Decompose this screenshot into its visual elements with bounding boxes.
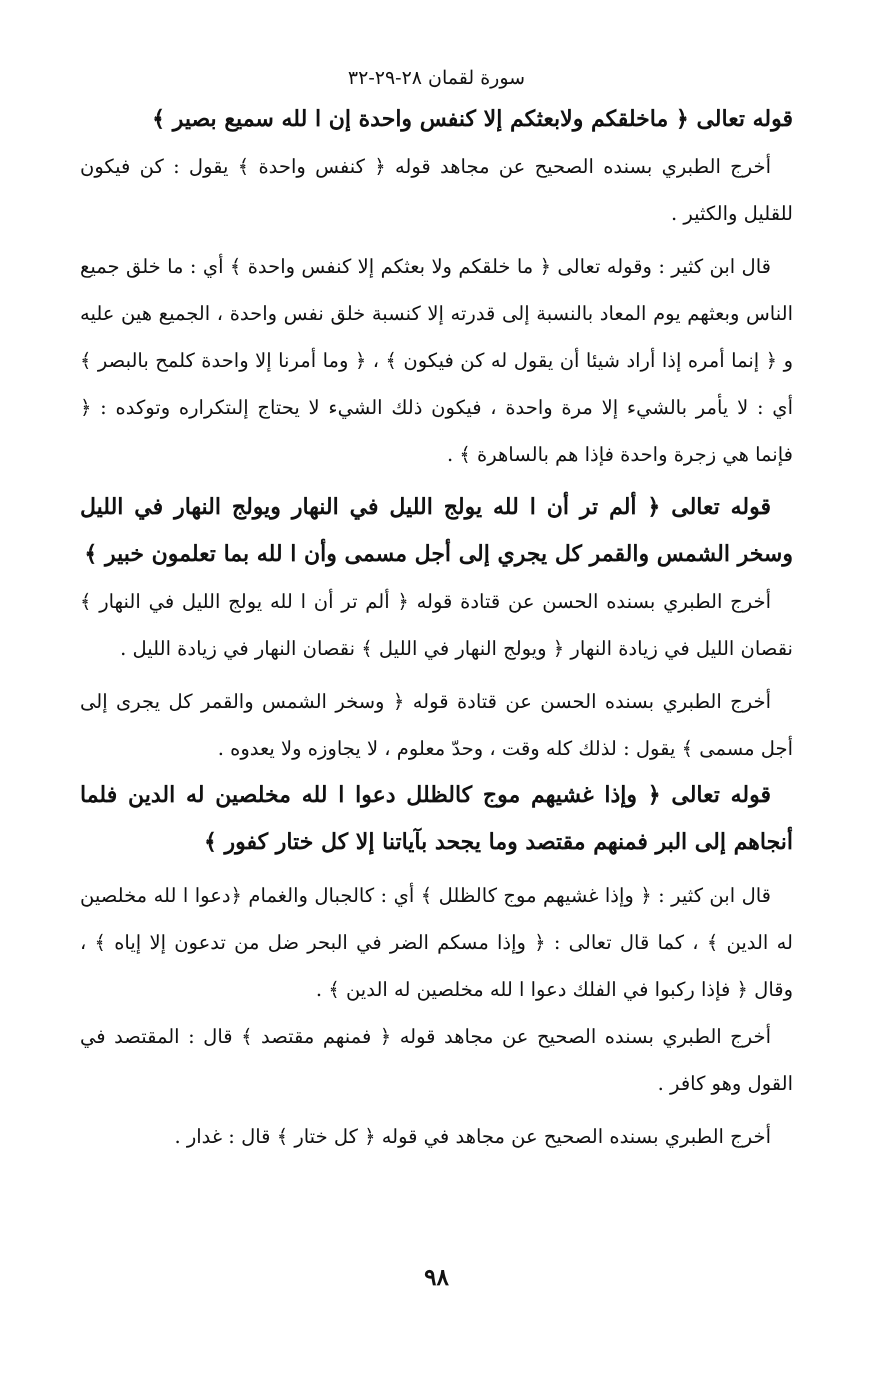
- verse-heading: قوله تعالى ﴿ ماخلقكم ولابعثكم إلا كنفس واحدة إن ا لله سميع بصير ﴾: [152, 106, 793, 132]
- commentary-paragraph: أخرج الطبري بسنده الصحيح عن مجاهد في قوله ﴿ كل ختار ﴾ قال : غدار .: [174, 1125, 771, 1148]
- surah-title: سورة لقمان ٢٨-٢٩-٣٢: [347, 67, 526, 89]
- commentary-paragraph: أخرج الطبري بسنده الصحيح عن مجاهد قوله ﴿ كنفس واحدة ﴾ يقول : كن فيكون للقليل والكثير .: [80, 155, 793, 225]
- commentary-paragraph: قال ابن كثير : ﴿ وإذا غشيهم موج كالظلل ﴾ أي : كالجبال والغمام ﴿دعوا ا لله مخلصين له الدين ﴾ ، كما قال تعالى : ﴿ وإذا مسكم الضر في البحر ضل من تدعون إلا إياه ﴾ ، وقال ﴿ فإذا ركبوا في الفلك دعوا ا لله مخلصين له الدين ﴾ .: [80, 884, 793, 1001]
- commentary-paragraph: أخرج الطبري بسنده الحسن عن قتادة قوله ﴿ ألم تر أن ا لله يولج الليل في النهار ﴾ نقصان الليل في زيادة النهار ﴿ ويولج النهار في الليل ﴾ نقصان النهار في زيادة الليل .: [80, 590, 793, 660]
- commentary-paragraph: قال ابن كثير : وقوله تعالى ﴿ ما خلقكم ولا بعثكم إلا كنفس واحدة ﴾ أي : ما خلق جميع الناس وبعثهم يوم المعاد بالنسبة إلى قدرته إلا كنسبة خلق نفس واحدة ، الجميع هين عليه و ﴿ إنما أمره إذا أراد شيئا أن يقول له كن فيكون ﴾ ، ﴿ وما أمرنا إلا واحدة كلمح بالبصر ﴾ أي : لا يأمر بالشيء إلا مرة واحدة ، فيكون ذلك الشيء لا يحتاج إلىتكراره وتوكده : ﴿ فإنما هي زجرة واحدة فإذا هم بالساهرة ﴾ .: [80, 255, 793, 466]
- running-header: [0, 64, 873, 92]
- page-body: [80, 96, 793, 1160]
- page-number: ٩٨: [424, 1264, 449, 1291]
- commentary-paragraph: أخرج الطبري بسنده الحسن عن قتادة قوله ﴿ وسخر الشمس والقمر كل يجرى إلى أجل مسمى ﴾ يقول : لذلك كله وقت ، وحدّ معلوم ، لا يجاوزه ولا يعدوه .: [80, 690, 793, 760]
- verse-heading: قوله تعالى ﴿ ألم تر أن ا لله يولج الليل في النهار ويولج النهار في الليل وسخر الشمس والقمر كل يجري إلى أجل مسمى وأن ا لله بما تعلمون خبير ﴾: [80, 494, 793, 567]
- commentary-paragraph: أخرج الطبري بسنده الصحيح عن مجاهد قوله ﴿ فمنهم مقتصد ﴾ قال : المقتصد في القول وهو كافر .: [80, 1025, 793, 1095]
- verse-heading: قوله تعالى ﴿ وإذا غشيهم موج كالظلل دعوا ا لله مخلصين له الدين فلما أنجاهم إلى البر فمنهم مقتصد وما يجحد بآياتنا إلا كل ختار كفور ﴾: [80, 782, 793, 855]
